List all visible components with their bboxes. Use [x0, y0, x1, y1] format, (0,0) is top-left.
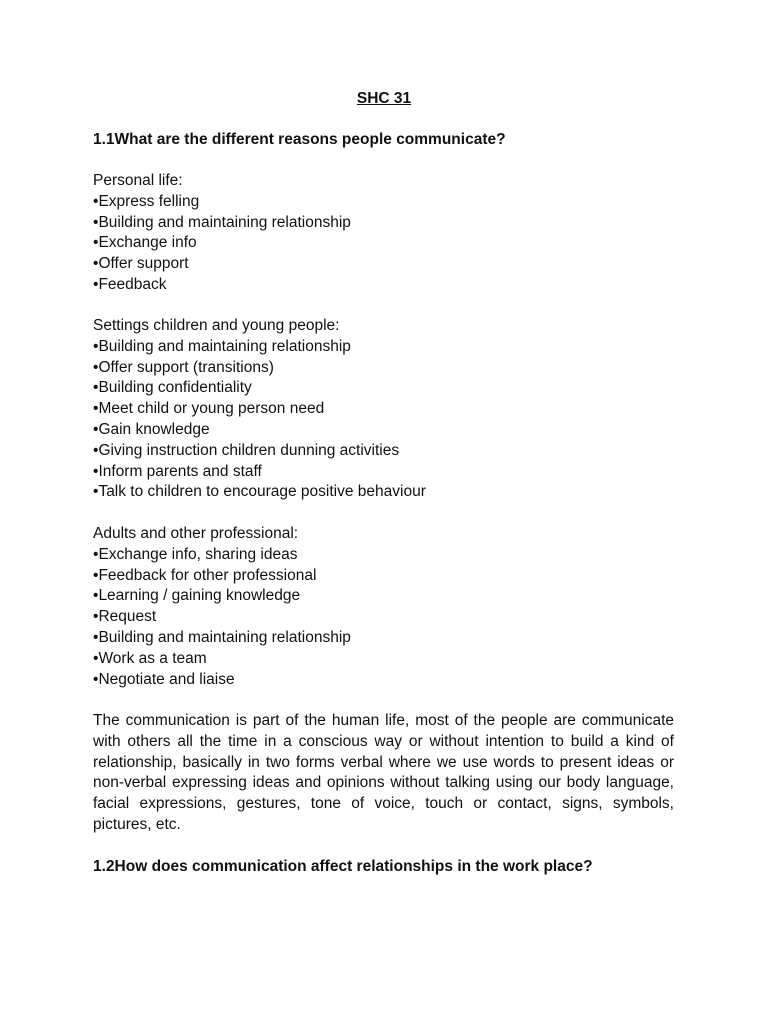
list-item [93, 607, 678, 628]
bullet-icon: • [93, 255, 99, 273]
list-item [93, 254, 678, 275]
list-item-text: Feedback [98, 275, 167, 293]
list-item-text: Meet child or young person need [98, 400, 325, 418]
document-title: SHC 31 [356, 90, 412, 107]
section-label: Personal life: [93, 172, 183, 189]
list-item [93, 358, 678, 379]
list-item-text: Learning / gaining knowledge [98, 587, 301, 605]
list-item-text: Negotiate and liaise [98, 670, 235, 688]
list-item-text: Building confidentiality [98, 379, 252, 397]
question-heading-1-2: 1.2How does communication affect relationships in the work place? [93, 858, 593, 875]
list-item [93, 482, 678, 503]
list-item [93, 420, 678, 441]
bullet-icon: • [93, 670, 99, 688]
bullet-icon: • [93, 483, 99, 501]
bullet-icon: • [93, 462, 99, 480]
list-item-text: Building and maintaining relationship [98, 337, 351, 355]
bullet-icon: • [93, 400, 99, 418]
bullet-list [93, 192, 678, 296]
list-item-text: Gain knowledge [98, 420, 210, 438]
list-item [93, 628, 678, 649]
list-item [93, 462, 678, 483]
bullet-icon: • [93, 608, 99, 626]
list-item-text: Building and maintaining relationship [98, 628, 351, 646]
list-item-text: Talk to children to encourage positive behaviour [98, 483, 426, 501]
bullet-icon: • [93, 441, 99, 459]
list-item [93, 441, 678, 462]
list-item-text: Exchange info, sharing ideas [98, 545, 298, 563]
list-item-text: Request [98, 608, 157, 626]
list-item-text: Express felling [98, 192, 200, 210]
list-item-text: Feedback for other professional [98, 566, 317, 584]
list-item-text: Exchange info [98, 234, 197, 252]
list-item [93, 213, 678, 234]
bullet-icon: • [93, 358, 99, 376]
list-item [93, 233, 678, 254]
section-label: Settings children and young people: [93, 317, 340, 334]
bullet-icon: • [93, 587, 99, 605]
list-item [93, 566, 678, 587]
bullet-icon: • [93, 545, 99, 563]
bullet-list [93, 545, 678, 691]
list-item [93, 545, 678, 566]
list-item [93, 378, 678, 399]
section-personal-life [93, 171, 678, 296]
list-item [93, 275, 678, 296]
list-item-text: Inform parents and staff [98, 462, 262, 480]
bullet-icon: • [93, 192, 99, 210]
bullet-icon: • [93, 275, 99, 293]
bullet-icon: • [93, 420, 99, 438]
bullet-icon: • [93, 213, 99, 231]
bullet-list [93, 337, 678, 503]
section-label: Adults and other professional: [93, 525, 299, 542]
bullet-icon: • [93, 649, 99, 667]
list-item [93, 649, 678, 670]
list-item-text: Offer support [98, 255, 189, 273]
section-adults-professional [93, 524, 678, 690]
list-item [93, 337, 678, 358]
question-heading-1-1: 1.1What are the different reasons people communicate? [93, 131, 506, 148]
list-item-text: Building and maintaining relationship [98, 213, 351, 231]
list-item [93, 399, 678, 420]
list-item-text: Work as a team [98, 649, 207, 667]
bullet-icon: • [93, 566, 99, 584]
bullet-icon: • [93, 234, 99, 252]
bullet-icon: • [93, 379, 99, 397]
bullet-icon: • [93, 628, 99, 646]
bullet-icon: • [93, 337, 99, 355]
list-item [93, 586, 678, 607]
list-item-text: Offer support (transitions) [98, 358, 274, 376]
list-item [93, 192, 678, 213]
list-item [93, 670, 678, 691]
list-item-text: Giving instruction children dunning activities [98, 441, 400, 459]
body-paragraph: The communication is part of the human life, most of the people are communicate with others all the time in a conscious way or without intention to build a kind of relationship, basically in two forms verbal where we use words to present ideas or non-verbal expressing ideas and opinions without talking using our body language, facial expressions, gestures, tone of voice, touch or contact, signs, symbols, pictures, etc. [93, 712, 674, 833]
section-children-young-people [93, 316, 678, 503]
